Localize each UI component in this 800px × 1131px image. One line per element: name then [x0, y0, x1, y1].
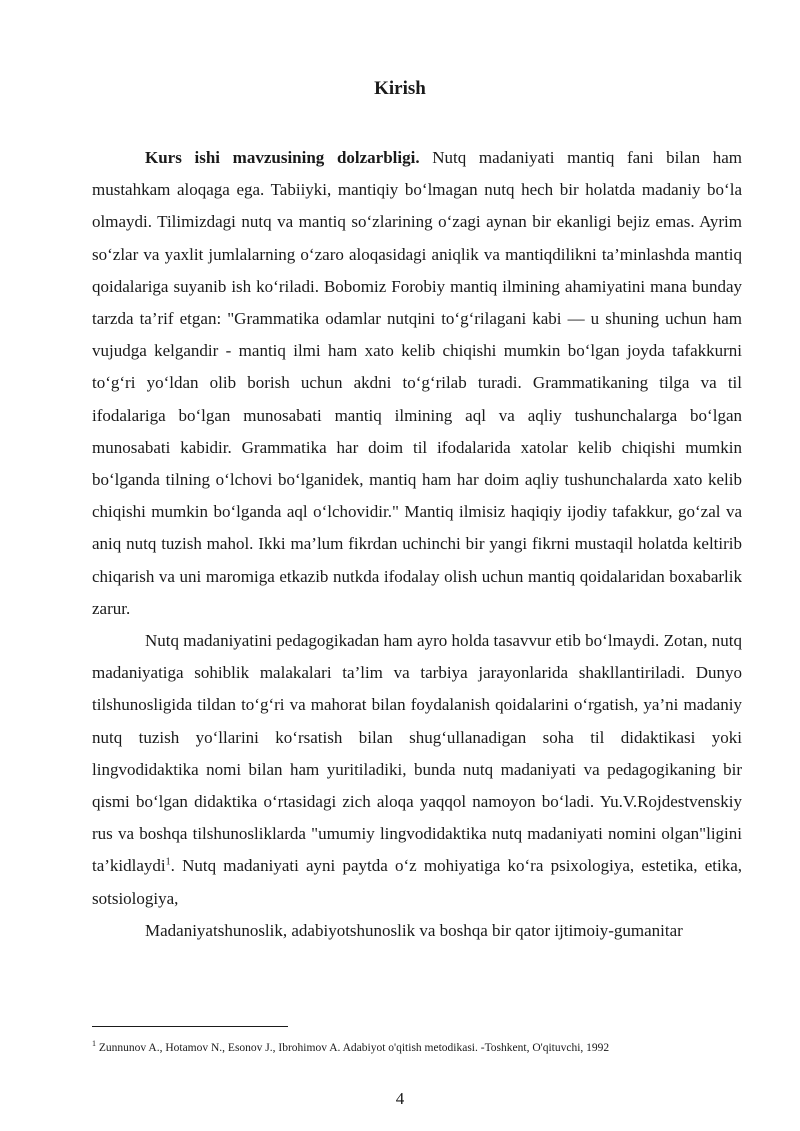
paragraph-pedagogy — [92, 625, 742, 915]
paragraph-continuation — [92, 915, 742, 947]
page-number: 4 — [395, 1089, 405, 1108]
footnote-divider — [92, 1026, 288, 1027]
paragraph-text: Nutq madaniyati mantiq fani bilan ham mustahkam aloqaga ega. Tabiiyki, mantiqiy bo‘lmagan nutq hech bir holatda madaniy bo‘la olmaydi. Tilimizdagi nutq va mantiq so‘zlarining o‘zagi aynan bir ekanligi bejiz emas. Ayrim so‘zlar va yaxlit jumlalarning o‘zaro aloqasidagi aniqlik va mantiqdilikni ta’minlashda mantiq qoidalariga suyanib ish ko‘riladi. Bobomiz Forobiy mantiq ilmining ahamiyatini mana bunday tarzda ta’rif etgan: "Grammatika odamlar nutqini to‘g‘rilagani kabi — u shuning uchun ham vujudga kelgandir - mantiq ilmi ham xato kelib chiqishi mumkin bo‘lgan joyda tafakkurni to‘g‘ri yo‘ldan olib borish uchun akdni to‘g‘rilab turadi. Grammatikaning tilga va til ifodalariga bo‘lgan munosabati mantiq ilmining aql va aqliy tushunchalarga bo‘lgan munosabati kabidir. Grammatika har doim til ifodalarida xatolar kelib chiqishi mumkin bo‘lganda tilning o‘lchovi bo‘lganidek, mantiq ham har doim aqliy tushunchalarda xato kelib chiqishi mumkin bo‘lganda aql o‘lchovidir." Mantiq ilmisiz haqiqiy ijodiy tafakkur, go‘zal va aniq nutq tuzish mahol. Ikki ma’lum fikrdan uchinchi bir yangi fikrni mustaqil holatda keltirib chiqarish va uni maromiga etkazib nutkda ifodalay olish uchun mantiq qoidalaridan boxabarlik zarur. — [92, 148, 742, 618]
paragraph-text: Madaniyatshunoslik, adabiyotshunoslik va boshqa bir qator ijtimoiy-gumanitar — [145, 920, 683, 940]
paragraph-text: Nutq madaniyatini pedagogikadan ham ayro holda tasavvur etib bo‘lmaydi. Zotan, nutq madaniyatiga sohiblik malakalari ta’lim va tarbiya jarayonlarida shakllantiriladi. Dunyo tilshunosligida tildan to‘g‘ri va mahorat bilan foydalanish qoidalarini o‘rgatish, ya’ni madaniy nutq tuzish yo‘llarini ko‘rsatish bilan shug‘ullanadigan soha til didaktikasi yoki lingvodidaktika nomi bilan ham yuritiladiki, bunda nutq madaniyati va pedagogikaning bir qismi bo‘lgan didaktika o‘rtasidagi zich aloqa yaqqol namoyon bo‘ladi. Yu.V.Rojdestvenskiy rus va boshqa tilshunosliklarda "umumiy lingvodidaktika nutq madaniyati nomini olgan"ligini ta’kidlaydi — [92, 631, 742, 876]
paragraph-text-continued: . Nutq madaniyati ayni paytda o‘z mohiyatiga ko‘ra psixologiya, estetika, etika, sotsiologiya, — [92, 856, 742, 908]
footnote-text: Zunnunov A., Hotamov N., Esonov J., Ibrohimov A. Adabiyot o'qitish metodikasi. -Toshkent, O'qituvchi, 1992 — [96, 1042, 610, 1054]
paragraph-lead: Kurs ishi mavzusining dolzarbligi. — [145, 148, 420, 167]
paragraph-relevance — [92, 142, 742, 625]
body-text — [92, 142, 742, 947]
footnote — [92, 1040, 752, 1056]
footnote-reference[interactable]: 1 — [165, 856, 171, 868]
footnote-marker: 1 — [92, 1039, 96, 1049]
page-title: Kirish — [374, 78, 426, 99]
